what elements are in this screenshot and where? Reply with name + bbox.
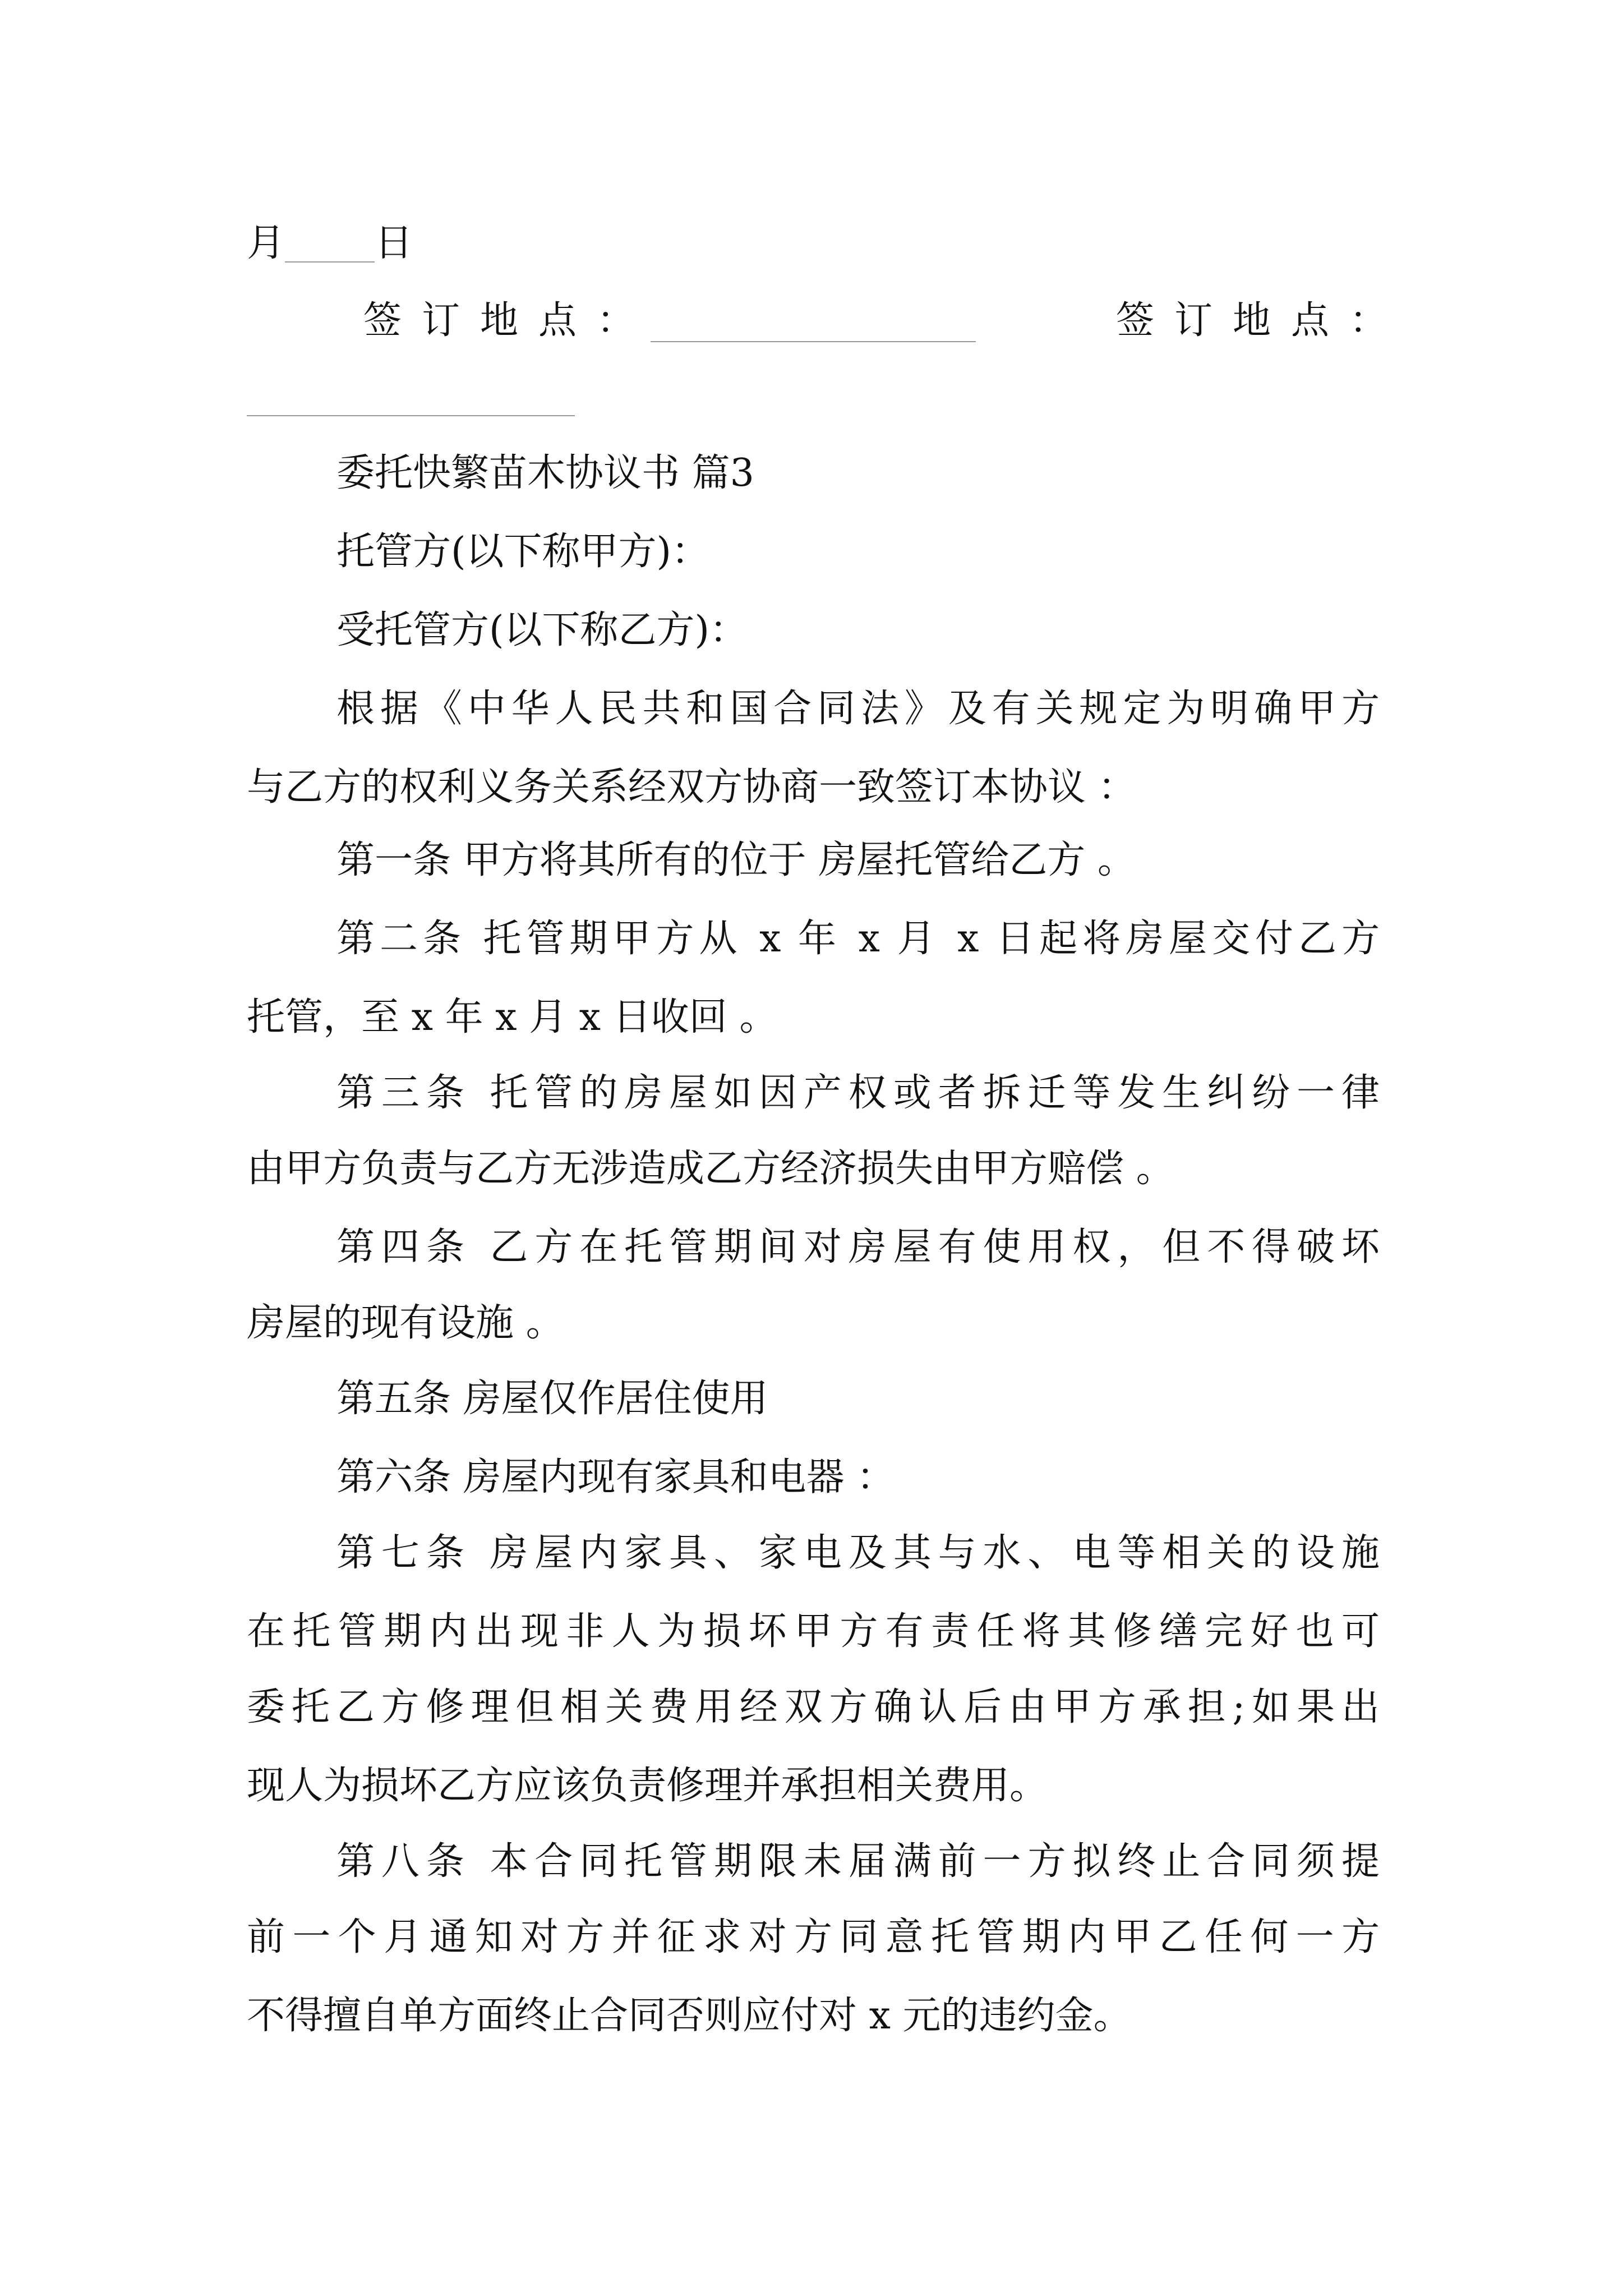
- article-7-line-3: 委托乙方修理但相关费用经双方确认后由甲方承担;如果出: [247, 1685, 1380, 1729]
- article-7-line-2: 在托管期内出现非人为损坏甲方有责任将其修缮完好也可: [247, 1609, 1380, 1654]
- article-7-line-4: 现人为损坏乙方应该负责修理并承担相关费用。: [247, 1764, 1048, 1808]
- date-line: [247, 221, 413, 265]
- article-2-line-2: 托管，至 x 年 x 月 x 日收回 。: [247, 995, 778, 1039]
- sign-place-right-label: 签订地点：: [1116, 298, 1408, 343]
- sign-place-right-blank: [247, 415, 575, 416]
- month-label: 月: [247, 221, 285, 265]
- day-label: 日: [375, 221, 413, 265]
- article-3-line-1: 第三条 托管的房屋如因产权或者拆迁等发生纠纷一律: [336, 1071, 1380, 1115]
- article-5: 第五条 房屋仅作居住使用: [336, 1377, 768, 1421]
- sign-place-left-blank: [651, 341, 976, 342]
- article-8-line-2: 前一个月通知对方并征求对方同意托管期内甲乙任何一方: [247, 1915, 1380, 1959]
- sign-place-left-label: 签订地点：: [363, 298, 656, 343]
- article-7-line-1: 第七条 房屋内家具、家电及其与水、电等相关的设施: [336, 1531, 1380, 1575]
- principal-party: 托管方(以下称甲方)：: [336, 530, 710, 574]
- preamble-line-1: 根据《中华人民共和国合同法》及有关规定为明确甲方: [336, 687, 1380, 731]
- day-blank: [285, 261, 375, 263]
- trustee-party: 受托管方(以下称乙方)：: [336, 608, 748, 652]
- preamble-line-2: 与乙方的权利义务关系经双方协商一致签订本协议 ：: [247, 765, 1136, 809]
- article-2-line-1: 第二条 托管期甲方从 x 年 x 月 x 日起将房屋交付乙方: [336, 917, 1380, 961]
- article-8-line-1: 第八条 本合同托管期限未届满前一方拟终止合同须提: [336, 1839, 1380, 1884]
- article-8-line-3: 不得擅自单方面终止合同否则应付对 x 元的违约金。: [247, 1994, 1132, 2038]
- section-heading: 委托快繁苗木协议书 篇3: [336, 451, 754, 495]
- article-6: 第六条 房屋内现有家具和电器 ：: [336, 1455, 895, 1499]
- article-3-line-2: 由甲方负责与乙方无涉造成乙方经济损失由甲方赔偿 。: [247, 1147, 1174, 1191]
- article-1: 第一条 甲方将其所有的位于 房屋托管给乙方 。: [336, 838, 1136, 882]
- article-4-line-2: 房屋的现有设施 。: [247, 1301, 564, 1345]
- article-4-line-1: 第四条 乙方在托管期间对房屋有使用权，但不得破坏: [336, 1225, 1380, 1269]
